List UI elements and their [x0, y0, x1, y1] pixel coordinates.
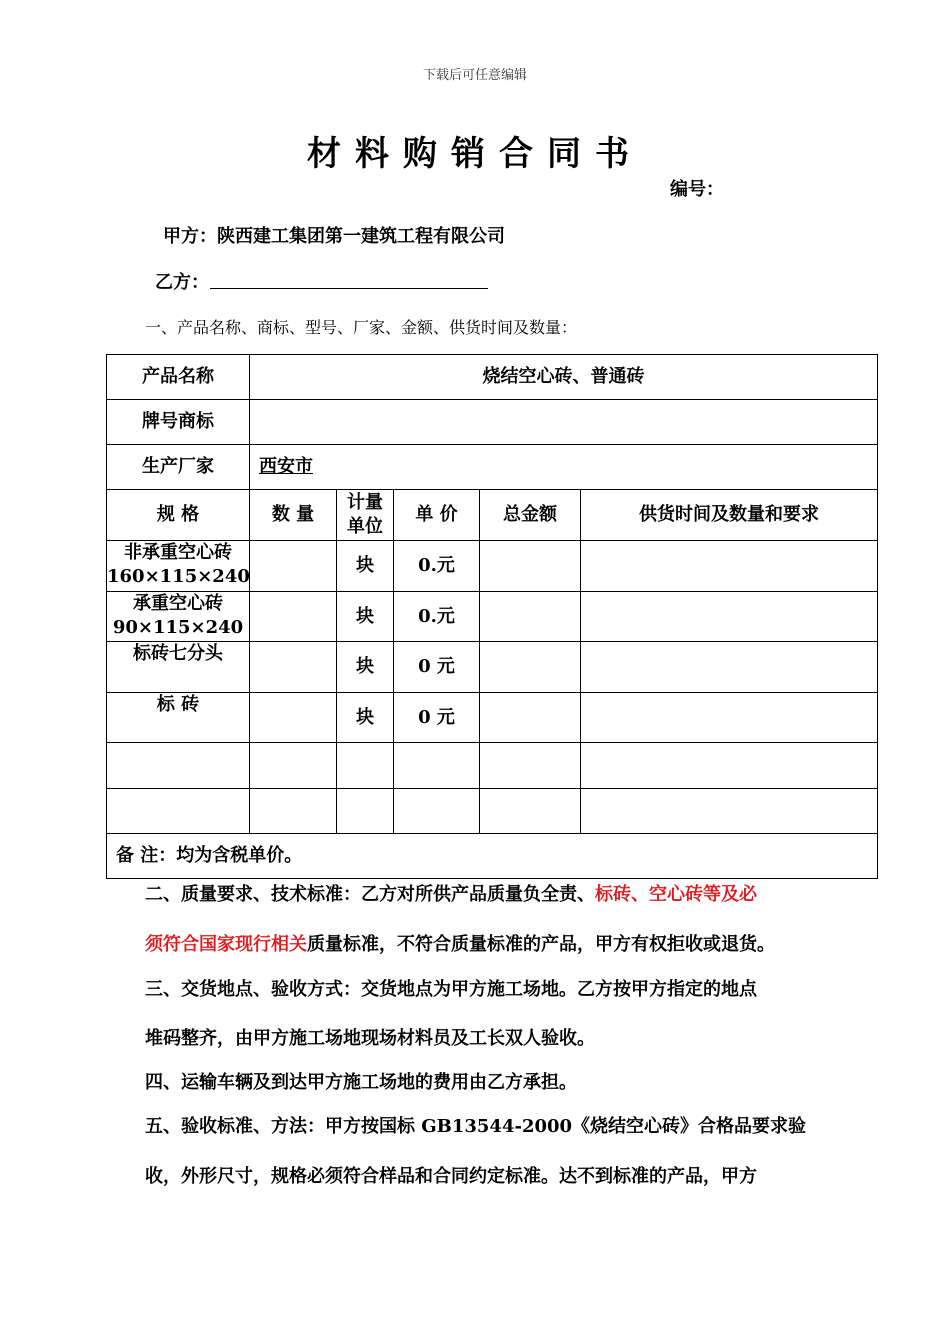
price-cell: 0 元: [394, 642, 480, 693]
table-row-manufacturer: [107, 445, 878, 490]
table-row-brand: [107, 400, 878, 445]
col-quantity: 数 量: [250, 490, 337, 541]
total-cell: [480, 541, 581, 592]
contract-number-label: 编号：: [670, 179, 724, 200]
spec-line2: 160×115×240: [107, 566, 250, 587]
product-table: [106, 354, 878, 879]
manufacturer-value-cell: [250, 445, 878, 490]
price-cell: 0.元: [394, 541, 480, 592]
spec-cell: [107, 592, 250, 642]
spec-line1: 标砖七分头: [133, 643, 223, 664]
header-note: 下载后可任意编辑: [422, 68, 527, 83]
supply-cell: [581, 693, 878, 743]
col-price: 单 价: [394, 490, 480, 541]
document-title: 材料购销合同书: [307, 134, 643, 174]
table-row: [107, 541, 878, 592]
spec-cell: [107, 642, 250, 693]
section-2-line1: [145, 880, 757, 906]
quantity-cell: [250, 592, 337, 642]
table-row: [107, 642, 878, 693]
table-row-empty: [107, 743, 878, 789]
table-row: [107, 592, 878, 642]
product-name-value: 烧结空心砖、普通砖: [250, 355, 878, 400]
section-2-highlight: 标砖、空心砖等及必: [595, 884, 757, 905]
supply-cell: [581, 592, 878, 642]
spec-line2: 90×115×240: [112, 617, 244, 638]
section-5-line1: 五、验收标准、方法：甲方按国标 GB13544-2000《烧结空心砖》合格品要求验: [145, 1116, 807, 1137]
col-unit: [337, 490, 394, 541]
unit-cell: 块: [337, 592, 394, 642]
remark: 备 注：均为含税单价。: [107, 834, 878, 879]
section-2-text-cont: 质量标准，不符合质量标准的产品，甲方有权拒收或退货。: [307, 934, 775, 955]
price-cell: 0.元: [394, 592, 480, 642]
table-header-row: [107, 490, 878, 541]
section-3-line2: 堆码整齐，由甲方施工场地现场材料员及工长双人验收。: [145, 1028, 595, 1049]
table-row: [107, 693, 878, 743]
manufacturer-value: 西安市: [259, 456, 313, 477]
table-row-product-name: [107, 355, 878, 400]
col-total: 总金额: [480, 490, 581, 541]
quantity-cell: [250, 541, 337, 592]
table-row-remark: [107, 834, 878, 879]
spec-line1: 承重空心砖: [133, 593, 223, 614]
manufacturer-label: 生产厂家: [107, 445, 250, 490]
brand-label: 牌号商标: [107, 400, 250, 445]
unit-cell: 块: [337, 642, 394, 693]
party-b-label: 乙方：: [155, 272, 209, 293]
quantity-cell: [250, 642, 337, 693]
spec-cell: [107, 693, 250, 743]
product-name-label: 产品名称: [107, 355, 250, 400]
total-cell: [480, 642, 581, 693]
col-supply: 供货时间及数量和要求: [581, 490, 878, 541]
supply-cell: [581, 642, 878, 693]
section-5-line2: 收，外形尺寸，规格必须符合样品和合同约定标准。达不到标准的产品，甲方: [145, 1166, 757, 1187]
party-b-blank-line[interactable]: [210, 288, 488, 289]
brand-value: [250, 400, 878, 445]
section-2-line2: [145, 930, 775, 956]
spec-line1: 非承重空心砖: [124, 542, 232, 563]
section-2-highlight-cont: 须符合国家现行相关: [145, 934, 307, 955]
col-unit-line1: 计量: [347, 492, 383, 513]
party-a: 甲方：陕西建工集团第一建筑工程有限公司: [163, 226, 505, 247]
unit-cell: 块: [337, 693, 394, 743]
supply-cell: [581, 541, 878, 592]
spec-line1: 标 砖: [156, 694, 200, 715]
unit-cell: 块: [337, 541, 394, 592]
total-cell: [480, 592, 581, 642]
total-cell: [480, 693, 581, 743]
col-unit-line2: 单位: [347, 516, 383, 537]
price-cell: 0 元: [394, 693, 480, 743]
table-row-empty: [107, 789, 878, 834]
section-4: 四、运输车辆及到达甲方施工场地的费用由乙方承担。: [145, 1072, 577, 1093]
section-3-line1: 三、交货地点、验收方式：交货地点为甲方施工场地。乙方按甲方指定的地点: [145, 979, 757, 1000]
col-spec: 规 格: [107, 490, 250, 541]
section-2-text: 二、质量要求、技术标准：乙方对所供产品质量负全责、: [145, 884, 595, 905]
spec-cell: [107, 541, 250, 592]
section-1-heading: 一、产品名称、商标、型号、厂家、金额、供货时间及数量：: [145, 318, 578, 337]
quantity-cell: [250, 693, 337, 743]
